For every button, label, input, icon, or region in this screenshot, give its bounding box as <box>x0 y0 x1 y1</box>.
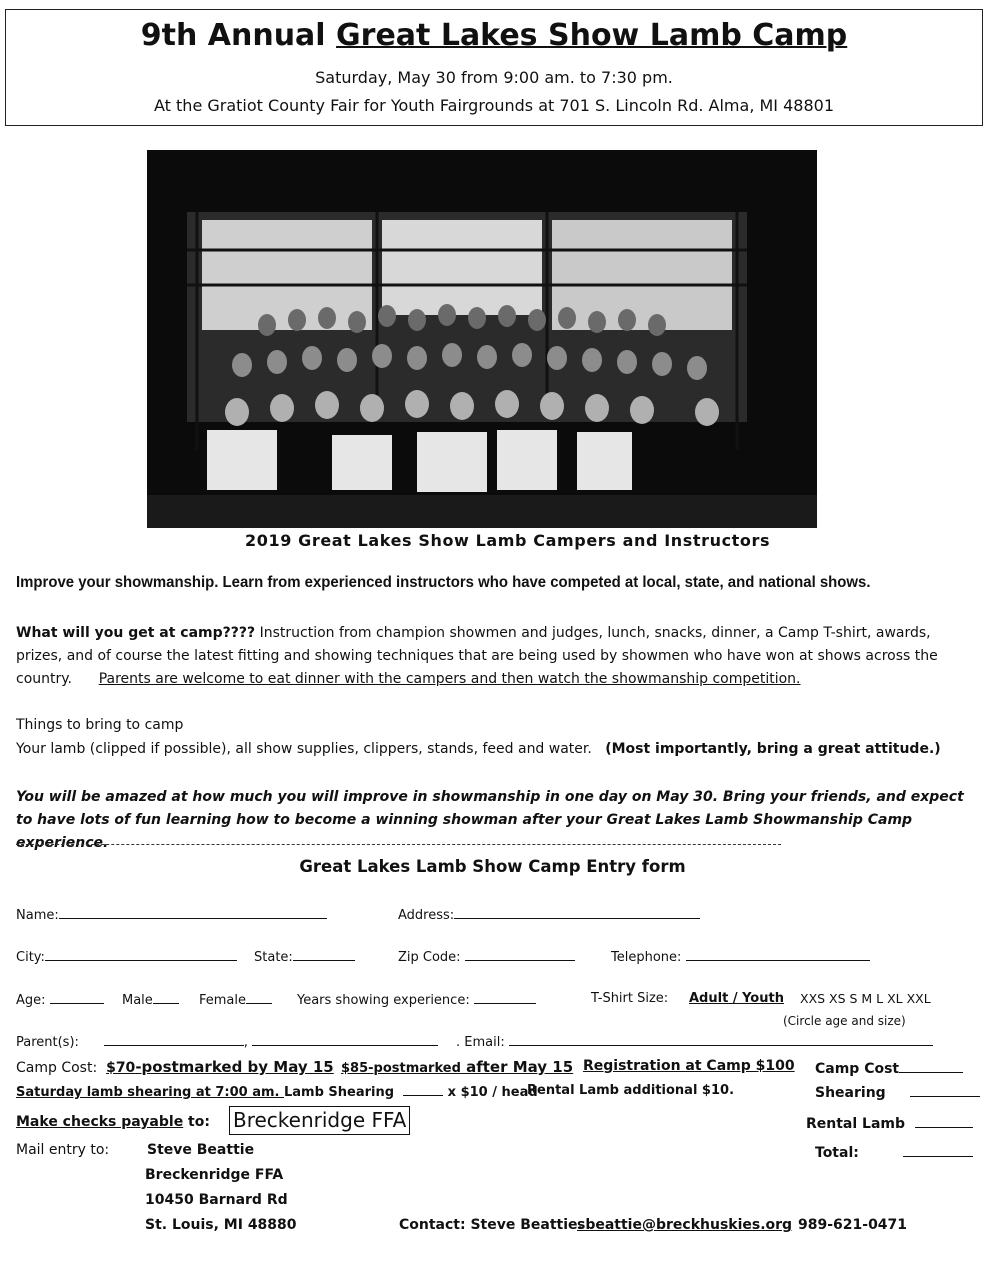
payee-box: Breckenridge FFA <box>229 1106 410 1135</box>
header-box <box>5 9 983 126</box>
title-camp-name: Great Lakes Show Lamb Camp <box>336 18 848 53</box>
telephone-field[interactable]: Telephone: <box>611 948 870 965</box>
name-field[interactable]: Name: <box>16 906 327 923</box>
page-title: 9th Annual Great Lakes Show Lamb Camp <box>140 18 848 53</box>
headline: Improve your showmanship. Learn from experienced instructors who have competed at local, state, and national shows. <box>16 574 871 591</box>
bring-emphasis: (Most importantly, bring a great attitude.) <box>605 741 941 757</box>
camp-cost-blank[interactable] <box>899 1060 963 1073</box>
total-blank[interactable] <box>903 1144 973 1157</box>
telephone-blank[interactable] <box>686 948 870 961</box>
shearing-time: Saturday lamb shearing at 7:00 am. <box>16 1085 284 1100</box>
tshirt-sizes[interactable]: XXS XS S M L XL XXL <box>800 991 931 1006</box>
years-field[interactable]: Years showing experience: <box>297 991 536 1008</box>
bring-text: Your lamb (clipped if possible), all show supplies, clippers, stands, feed and water. <box>16 741 592 757</box>
camp-cost-label: Camp Cost: <box>16 1060 98 1076</box>
mail-org: Breckenridge FFA <box>145 1167 284 1183</box>
rental-lamb-total[interactable]: Rental Lamb <box>806 1115 973 1132</box>
location-line: At the Gratiot County Fair for Youth Fairgrounds at 701 S. Lincoln Rd. Alma, MI 48801 <box>154 96 834 115</box>
lamb-shearing-blank[interactable] <box>403 1083 443 1096</box>
female-field[interactable]: Female <box>199 991 272 1008</box>
price-70: $70 <box>106 1060 136 1076</box>
group-photo <box>147 150 817 528</box>
parents-note: Parents are welcome to eat dinner with the campers and then watch the showmanship competition. <box>98 671 801 687</box>
city-blank[interactable] <box>45 948 237 961</box>
parent1-blank[interactable] <box>104 1033 244 1046</box>
bring-paragraph <box>16 738 981 761</box>
mail-street: 10450 Barnard Rd <box>145 1192 288 1208</box>
shearing-total[interactable]: Shearing <box>815 1084 980 1101</box>
what-you-get-paragraph <box>16 622 981 691</box>
checks-label: Make checks payable <box>16 1114 184 1130</box>
registration-price: Registration at Camp $100 <box>583 1058 795 1074</box>
email-field[interactable]: . Email: <box>456 1033 933 1050</box>
rental-lamb-blank[interactable] <box>915 1115 973 1128</box>
email-blank[interactable] <box>509 1033 933 1046</box>
amazed-paragraph: You will be amazed at how much you will improve in showmanship in one day on May 30. Bring your friends, and expect to have lots of fun learning how to become a winning showman after your Great Lakes Lamb Showmanship Camp experience. <box>16 789 964 851</box>
mail-name: Steve Beattie <box>147 1142 255 1158</box>
camp-cost-total[interactable]: Camp Cost <box>815 1060 963 1077</box>
state-blank[interactable] <box>293 948 355 961</box>
checks-line: Make checks payable to: <box>16 1114 210 1130</box>
mail-city: St. Louis, MI 48880 <box>145 1217 297 1233</box>
state-field[interactable]: State: <box>254 948 355 965</box>
name-blank[interactable] <box>59 906 327 919</box>
mail-label: Mail entry to: <box>16 1142 110 1158</box>
male-field[interactable]: Male <box>122 991 179 1008</box>
address-field[interactable]: Address: <box>398 906 700 923</box>
years-blank[interactable] <box>474 991 536 1004</box>
entry-form-title: Great Lakes Lamb Show Camp Entry form <box>299 857 686 876</box>
city-field[interactable]: City: <box>16 948 237 965</box>
contact-email[interactable]: sbeattie@breckhuskies.org <box>577 1217 793 1233</box>
price-85-line: $85-postmarked after May 15 <box>341 1058 574 1076</box>
bring-heading: Things to bring to camp <box>16 717 184 733</box>
zip-blank[interactable] <box>465 948 575 961</box>
what-you-get-label: What will you get at camp???? <box>16 625 256 641</box>
camp-cost-line <box>16 1058 334 1076</box>
parents-field[interactable]: Parent(s): , <box>16 1033 438 1050</box>
shearing-blank[interactable] <box>910 1084 980 1097</box>
contact-label: Contact: Steve Beattie. <box>399 1217 583 1233</box>
tshirt-note: (Circle age and size) <box>783 1014 906 1028</box>
total-field[interactable]: Total: <box>815 1144 973 1161</box>
female-blank[interactable] <box>246 991 272 1004</box>
group-photo-image <box>147 150 817 528</box>
price-70-deadline: -postmarked by May 15 <box>135 1058 334 1076</box>
age-blank[interactable] <box>50 991 104 1004</box>
parent2-blank[interactable] <box>252 1033 438 1046</box>
male-blank[interactable] <box>153 991 179 1004</box>
divider <box>16 844 781 845</box>
date-line: Saturday, May 30 from 9:00 am. to 7:30 pm. <box>315 68 673 87</box>
what-you-get-text: Instruction from champion showmen and judges, lunch, snacks, dinner, a Camp T-shirt, awards, prizes, and of course the latest fitting and showing techniques that are being used by showmen who have won at shows across the country. <box>16 625 938 687</box>
rental-note: Rental Lamb additional $10. <box>527 1083 735 1098</box>
tshirt-adult-youth[interactable]: Adult / Youth <box>689 991 784 1006</box>
tshirt-label: T-Shirt Size: <box>591 991 669 1006</box>
address-blank[interactable] <box>454 906 700 919</box>
zip-field[interactable]: Zip Code: <box>398 948 575 965</box>
shearing-line[interactable]: Saturday lamb shearing at 7:00 am. Lamb Shearing x $10 / head <box>16 1085 538 1100</box>
photo-caption: 2019 Great Lakes Show Lamb Campers and Instructors <box>245 531 771 550</box>
age-field[interactable]: Age: <box>16 991 104 1008</box>
contact-phone: 989-621-0471 <box>798 1217 908 1233</box>
